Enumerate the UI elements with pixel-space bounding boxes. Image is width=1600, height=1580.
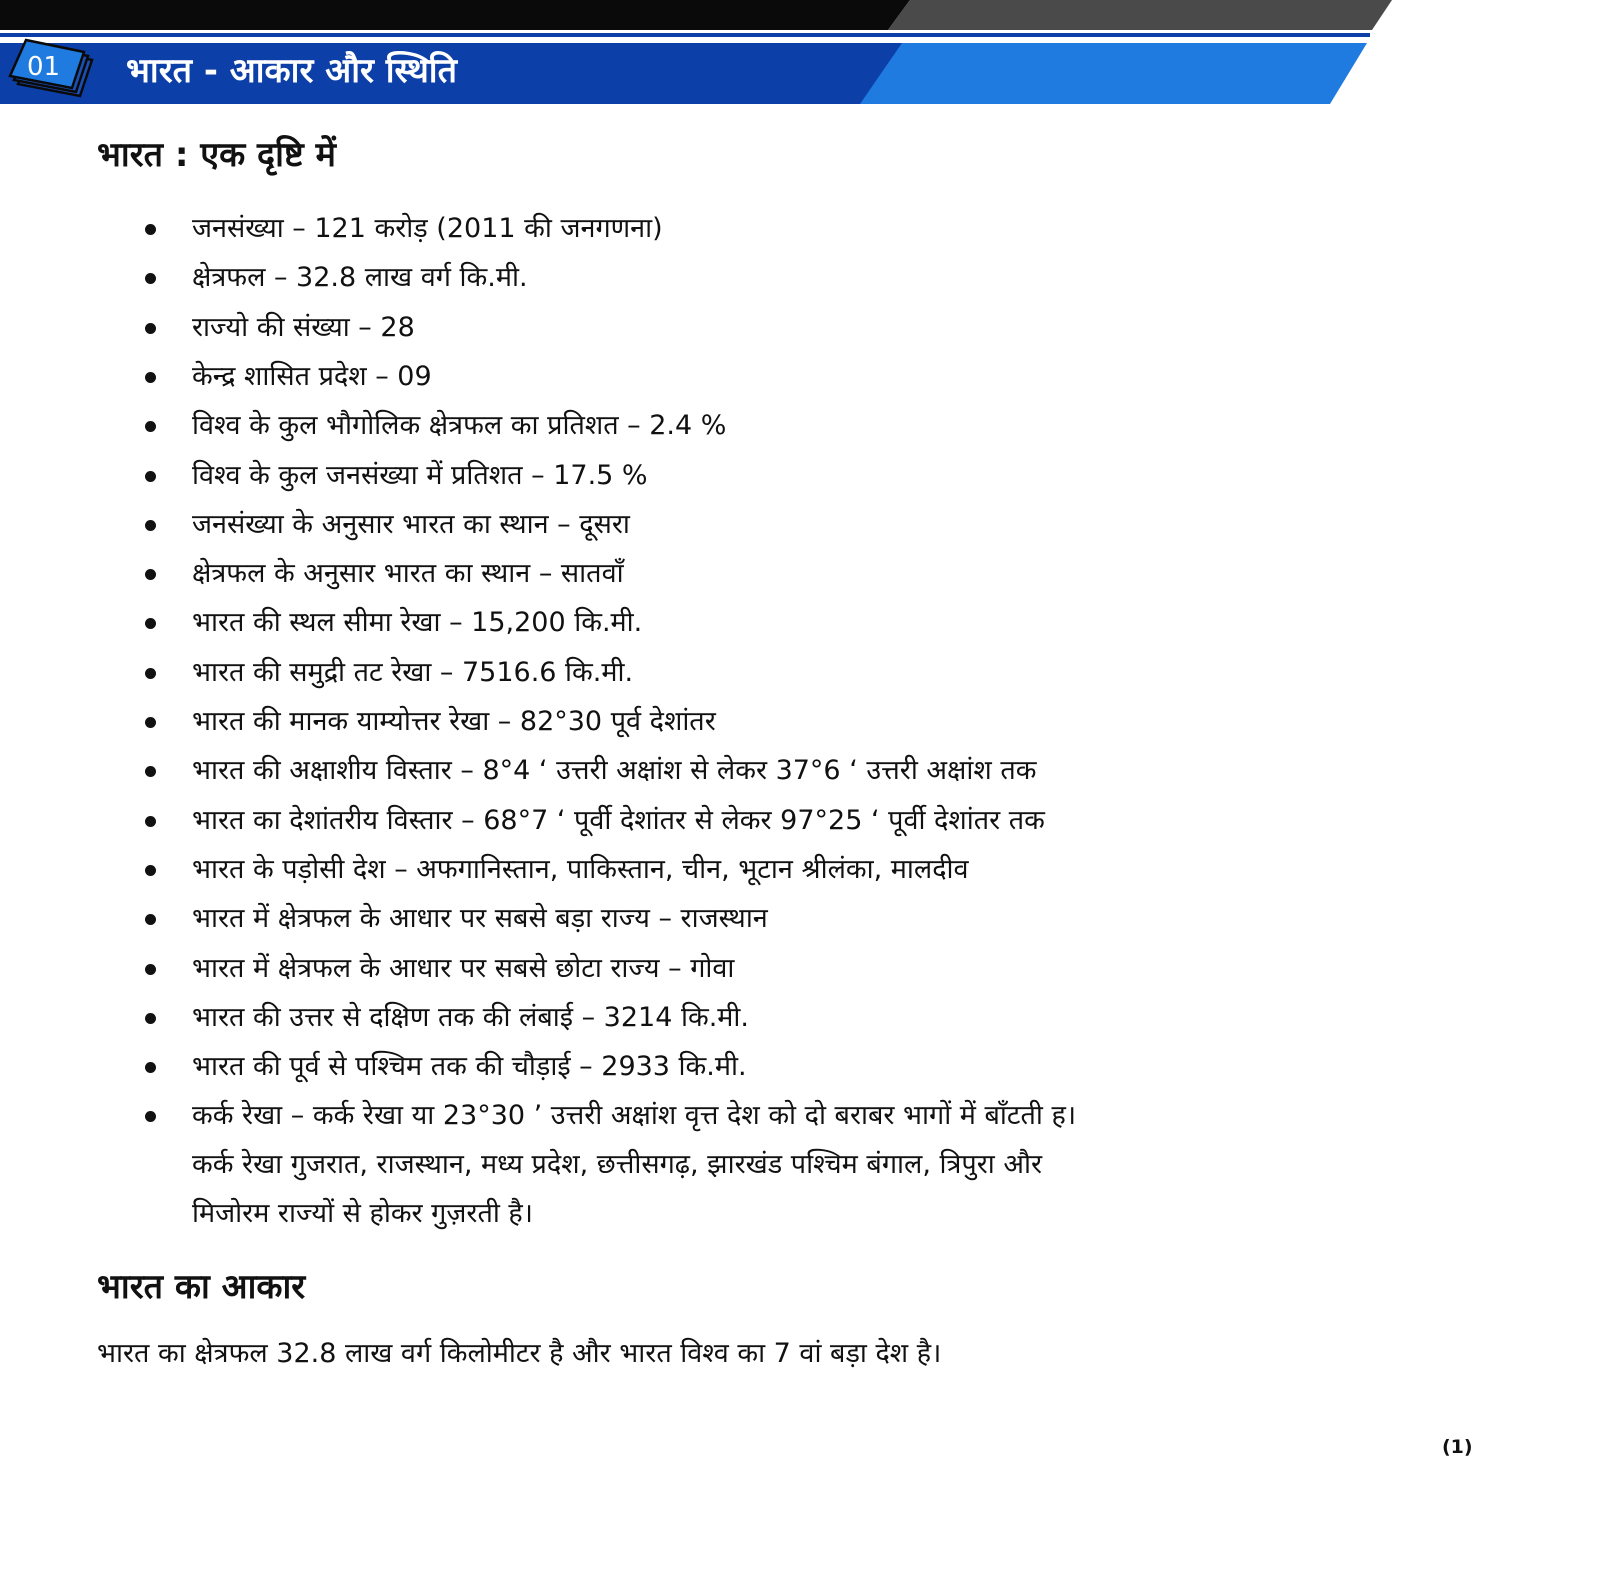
list-item: भारत की मानक याम्योत्तर रेखा – 82°30 पूर्व देशांतर: [192, 706, 716, 737]
list-item: विश्व के कुल जनसंख्या में प्रतिशत – 17.5 %: [192, 459, 648, 491]
list-item: भारत का देशांतरीय विस्तार – 68°7 ‘ पूर्वी देशांतर से लेकर 97°25 ‘ पूर्वी देशांतर तक: [192, 804, 1045, 836]
list-item: भारत के पड़ोसी देश – अफगानिस्तान, पाकिस्तान, चीन, भूटान श्रीलंका, मालदीव: [192, 853, 969, 885]
bullet-icon: [145, 717, 156, 728]
bullet-icon: [145, 323, 156, 334]
list-item: केन्द्र शासित प्रदेश – 09: [192, 360, 432, 392]
chapter-title: भारत - आकार और स्थिति: [126, 51, 457, 91]
bullet-icon: [145, 273, 156, 284]
size-paragraph: भारत का क्षेत्रफल 32.8 लाख वर्ग किलोमीटर है और भारत विश्व का 7 वां बड़ा देश है।: [97, 1338, 942, 1369]
bullet-icon: [145, 766, 156, 777]
list-item: भारत में क्षेत्रफल के आधार पर सबसे छोटा राज्य – गोवा: [192, 952, 735, 984]
list-item: भारत में क्षेत्रफल के आधार पर सबसे बड़ा राज्य – राजस्थान: [192, 903, 768, 935]
list-item: क्षेत्रफल के अनुसार भारत का स्थान – सातवाँ: [192, 558, 624, 590]
chapter-number: 01: [27, 52, 61, 82]
bullet-icon: [145, 618, 156, 629]
bullet-icon: [145, 816, 156, 827]
bullet-icon: [145, 372, 156, 383]
list-item: क्षेत्रफल – 32.8 लाख वर्ग कि.मी.: [192, 262, 528, 294]
list-item: भारत की समुद्री तट रेखा – 7516.6 कि.मी.: [192, 656, 634, 688]
bullet-icon: [145, 914, 156, 925]
bullet-icon: [145, 520, 156, 531]
list-item-continued: मिजोरम राज्यों से होकर गुज़रती है।: [192, 1198, 533, 1230]
section-title-size: भारत का आकार: [97, 1267, 306, 1307]
section-title-glance: भारत : एक दृष्टि में: [97, 135, 336, 175]
list-item-continued: कर्क रेखा गुजरात, राजस्थान, मध्य प्रदेश, छत्तीसगढ़, झारखंड पश्चिम बंगाल, त्रिपुरा और: [192, 1149, 1043, 1181]
list-item-continued: कर्क रेखा – कर्क रेखा या 23°30 ’ उत्तरी अक्षांश वृत्त देश को दो बराबर भागों में बाँटती ह।: [192, 1100, 1077, 1132]
bullet-icon: [145, 865, 156, 876]
bullet-icon: [145, 569, 156, 580]
bullet-icon: [145, 471, 156, 482]
list-item: भारत की उत्तर से दक्षिण तक की लंबाई – 3214 कि.मी.: [192, 1001, 749, 1033]
list-item: भारत की स्थल सीमा रेखा – 15,200 कि.मी.: [192, 607, 643, 639]
bullet-icon: [145, 1111, 156, 1122]
list-item: विश्व के कुल भौगोलिक क्षेत्रफल का प्रतिशत – 2.4 %: [192, 410, 727, 442]
page-number: (1): [1442, 1436, 1473, 1458]
list-item: राज्यो की संख्या – 28: [192, 311, 415, 343]
list-item: भारत की पूर्व से पश्चिम तक की चौड़ाई – 2933 कि.मी.: [192, 1051, 747, 1083]
bullet-icon: [145, 1062, 156, 1073]
bullet-icon: [145, 668, 156, 679]
list-item: भारत की अक्षाशीय विस्तार – 8°4 ‘ उत्तरी अक्षांश से लेकर 37°6 ‘ उत्तरी अक्षांश तक: [192, 755, 1037, 787]
list-item: जनसंख्या – 121 करोड़ (2011 की जनगणना): [192, 213, 663, 244]
bullet-icon: [145, 964, 156, 975]
list-item: जनसंख्या के अनुसार भारत का स्थान – दूसरा: [192, 508, 630, 540]
bullet-icon: [145, 1013, 156, 1024]
chapter-header: [0, 0, 1600, 104]
bullet-icon: [145, 421, 156, 432]
bullet-icon: [145, 224, 156, 235]
